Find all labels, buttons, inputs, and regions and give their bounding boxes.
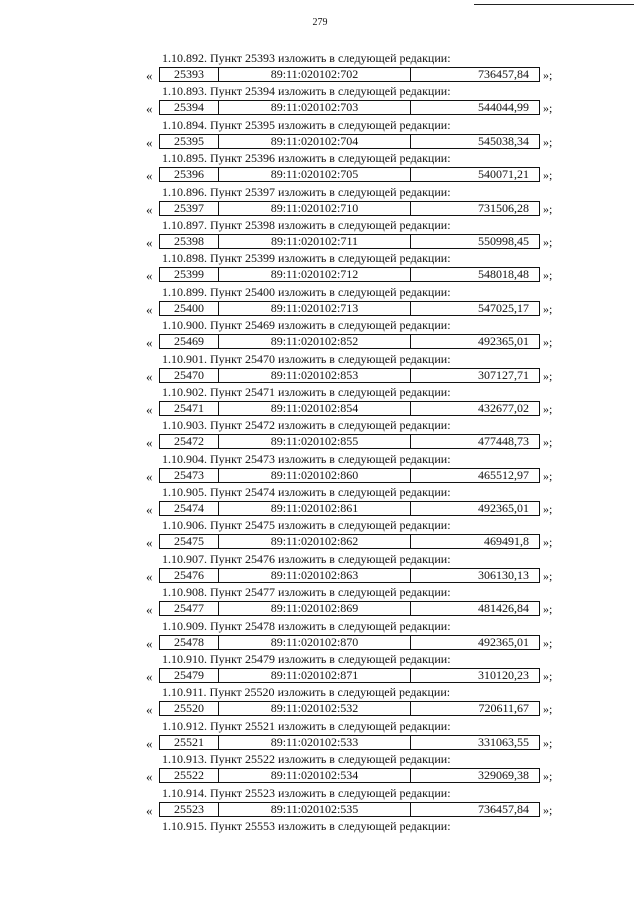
cadastral-number-cell: 89:11:020102:534 xyxy=(218,768,411,783)
value-cell: 720611,67 xyxy=(410,701,540,716)
value-cell: 306130,13 xyxy=(410,568,540,583)
amendment-heading xyxy=(162,719,451,733)
amendment-instruction: изложить в следующей редакции: xyxy=(278,585,451,600)
amendment-section: 1.10.910. Пункт 25479 xyxy=(162,652,276,667)
amendment-section: 1.10.909. Пункт 25478 xyxy=(162,618,276,633)
amendment-entry xyxy=(0,251,640,284)
cadastral-number-cell: 89:11:020102:703 xyxy=(218,100,411,115)
cadastral-number-cell: 89:11:020102:713 xyxy=(218,301,411,316)
quote-open: « xyxy=(146,669,153,685)
amendment-entry-final xyxy=(0,819,640,852)
quote-open: « xyxy=(146,368,153,384)
table-row xyxy=(0,468,640,485)
value-cell: 736457,84 xyxy=(410,67,540,82)
value-cell: 547025,17 xyxy=(410,301,540,316)
table-row xyxy=(0,768,640,785)
amendment-section: 1.10.906. Пункт 25475 xyxy=(162,518,276,533)
quote-close: »; xyxy=(543,468,553,483)
cadastral-number-cell: 89:11:020102:702 xyxy=(218,67,411,82)
cadastral-number-cell: 89:11:020102:533 xyxy=(218,735,411,750)
quote-close: »; xyxy=(543,134,553,149)
item-number-cell: 25398 xyxy=(159,234,219,249)
amendment-entry xyxy=(0,452,640,485)
quote-open: « xyxy=(146,301,153,317)
amendment-section: 1.10.895. Пункт 25396 xyxy=(162,151,276,166)
item-number-cell: 25469 xyxy=(159,334,219,349)
table-row xyxy=(0,301,640,318)
quote-open: « xyxy=(146,702,153,718)
quote-close: »; xyxy=(543,368,553,383)
item-number-cell: 25394 xyxy=(159,100,219,115)
amendment-entry xyxy=(0,285,640,318)
value-cell: 731506,28 xyxy=(410,201,540,216)
item-number-cell: 25400 xyxy=(159,301,219,316)
quote-close: »; xyxy=(543,568,553,583)
amendment-heading xyxy=(162,118,451,132)
amendment-instruction: изложить в следующей редакции: xyxy=(278,318,451,333)
item-number-cell: 25473 xyxy=(159,468,219,483)
amendment-instruction: изложить в следующей редакции: xyxy=(278,217,451,232)
cadastral-number-cell: 89:11:020102:861 xyxy=(218,501,411,516)
value-cell: 329069,38 xyxy=(410,768,540,783)
amendment-section: 1.10.901. Пункт 25470 xyxy=(162,351,276,366)
table-row xyxy=(0,334,640,351)
amendment-entry xyxy=(0,552,640,585)
item-number-cell: 25479 xyxy=(159,668,219,683)
amendment-heading-final: 1.10.915. Пункт 25553 изложить в следующей редакции: xyxy=(162,818,451,833)
value-cell: 469491,8 xyxy=(410,534,540,549)
quote-open: « xyxy=(146,535,153,551)
quote-close: »; xyxy=(543,669,553,684)
value-cell: 331063,55 xyxy=(410,735,540,750)
cadastral-number-cell: 89:11:020102:854 xyxy=(218,401,411,416)
page-number: 279 xyxy=(312,17,328,28)
amendment-section: 1.10.897. Пункт 25398 xyxy=(162,217,276,232)
quote-close: »; xyxy=(543,735,553,750)
quote-close: »; xyxy=(543,268,553,283)
item-number-cell: 25471 xyxy=(159,401,219,416)
item-number-cell: 25522 xyxy=(159,768,219,783)
value-cell: 477448,73 xyxy=(410,434,540,449)
quote-close: »; xyxy=(543,502,553,517)
amendment-instruction: изложить в следующей редакции: xyxy=(278,151,451,166)
amendment-heading xyxy=(162,752,451,766)
item-number-cell: 25475 xyxy=(159,534,219,549)
item-number-cell: 25523 xyxy=(159,802,219,817)
amendment-entry xyxy=(0,151,640,184)
quote-open: « xyxy=(146,769,153,785)
cadastral-number-cell: 89:11:020102:862 xyxy=(218,534,411,549)
item-number-cell: 25399 xyxy=(159,267,219,282)
quote-open: « xyxy=(146,735,153,751)
quote-open: « xyxy=(146,168,153,184)
amendment-instruction: изложить в следующей редакции: xyxy=(278,785,451,800)
amendment-heading xyxy=(162,418,451,432)
amendment-entry xyxy=(0,485,640,518)
amendment-entry xyxy=(0,352,640,385)
amendment-instruction: изложить в следующей редакции: xyxy=(277,685,451,700)
amendment-instruction: изложить в следующей редакции: xyxy=(278,618,451,633)
quote-open: « xyxy=(146,101,153,117)
table-row xyxy=(0,434,640,451)
cadastral-number-cell: 89:11:020102:871 xyxy=(218,668,411,683)
cadastral-number-cell: 89:11:020102:704 xyxy=(218,134,411,149)
value-cell: 492365,01 xyxy=(410,635,540,650)
quote-close: »; xyxy=(543,702,553,717)
item-number-cell: 25470 xyxy=(159,368,219,383)
amendment-entry xyxy=(0,585,640,618)
item-number-cell: 25520 xyxy=(159,701,219,716)
amendment-instruction: изложить в следующей редакции: xyxy=(278,51,451,65)
quote-close: »; xyxy=(543,635,553,650)
cadastral-number-cell: 89:11:020102:853 xyxy=(218,368,411,383)
amendment-section: 1.10.911. Пункт 25520 xyxy=(162,685,275,700)
amendment-instruction: изложить в следующей редакции: xyxy=(278,384,451,399)
amendment-section: 1.10.913. Пункт 25522 xyxy=(162,752,276,767)
item-number-cell: 25474 xyxy=(159,501,219,516)
amendment-instruction: изложить в следующей редакции: xyxy=(278,752,451,767)
value-cell: 544044,99 xyxy=(410,100,540,115)
amendment-instruction: изложить в следующей редакции: xyxy=(278,485,451,500)
amendment-entry xyxy=(0,218,640,251)
item-number-cell: 25396 xyxy=(159,167,219,182)
amendment-entry xyxy=(0,786,640,819)
quote-close: »; xyxy=(543,535,553,550)
cadastral-number-cell: 89:11:020102:711 xyxy=(218,234,411,249)
amendment-section: 1.10.900. Пункт 25469 xyxy=(162,318,276,333)
item-number-cell: 25478 xyxy=(159,635,219,650)
amendment-heading xyxy=(162,385,451,399)
quote-open: « xyxy=(146,568,153,584)
amendment-heading xyxy=(162,285,451,299)
amendment-entry xyxy=(0,652,640,685)
table-row xyxy=(0,635,640,652)
table-row xyxy=(0,201,640,218)
table-row xyxy=(0,67,640,84)
amendment-entry xyxy=(0,752,640,785)
amendment-section: 1.10.898. Пункт 25399 xyxy=(162,251,276,266)
quote-open: « xyxy=(146,134,153,150)
quote-open: « xyxy=(146,335,153,351)
amendment-entry xyxy=(0,685,640,718)
value-cell: 310120,23 xyxy=(410,668,540,683)
amendment-instruction: изложить в следующей редакции: xyxy=(278,117,451,132)
quote-close: »; xyxy=(543,301,553,316)
amendment-heading xyxy=(162,352,451,366)
table-row xyxy=(0,802,640,819)
cadastral-number-cell: 89:11:020102:860 xyxy=(218,468,411,483)
quote-close: »; xyxy=(543,101,553,116)
value-cell: 481426,84 xyxy=(410,601,540,616)
amendment-section: 1.10.896. Пункт 25397 xyxy=(162,184,276,199)
item-number-cell: 25477 xyxy=(159,601,219,616)
amendment-heading xyxy=(162,218,451,232)
amendment-instruction: изложить в следующей редакции: xyxy=(278,184,451,199)
table-row xyxy=(0,401,640,418)
item-number-cell: 25476 xyxy=(159,568,219,583)
quote-open: « xyxy=(146,502,153,518)
value-cell: 540071,21 xyxy=(410,167,540,182)
amendment-heading xyxy=(162,518,451,532)
document-body xyxy=(0,51,640,852)
table-row xyxy=(0,534,640,551)
amendment-entry xyxy=(0,619,640,652)
amendment-heading xyxy=(162,652,451,666)
cadastral-number-cell: 89:11:020102:855 xyxy=(218,434,411,449)
amendment-instruction: изложить в следующей редакции: xyxy=(278,84,451,99)
quote-close: »; xyxy=(543,234,553,249)
quote-close: »; xyxy=(543,769,553,784)
value-cell: 550998,45 xyxy=(410,234,540,249)
quote-close: »; xyxy=(543,168,553,183)
amendment-heading xyxy=(162,619,451,633)
table-row xyxy=(0,568,640,585)
quote-open: « xyxy=(146,802,153,818)
amendment-heading xyxy=(162,685,450,699)
quote-open: « xyxy=(146,468,153,484)
amendment-entry xyxy=(0,118,640,151)
table-row xyxy=(0,601,640,618)
amendment-heading xyxy=(162,485,451,499)
value-cell: 492365,01 xyxy=(410,501,540,516)
top-rule xyxy=(474,4,634,5)
amendment-section: 1.10.905. Пункт 25474 xyxy=(162,485,276,500)
amendment-heading xyxy=(162,452,451,466)
amendment-heading xyxy=(162,585,451,599)
amendment-entry xyxy=(0,84,640,117)
value-cell: 548018,48 xyxy=(410,267,540,282)
quote-close: »; xyxy=(543,335,553,350)
quote-open: « xyxy=(146,602,153,618)
item-number-cell: 25395 xyxy=(159,134,219,149)
amendment-section: 1.10.907. Пункт 25476 xyxy=(162,551,276,566)
amendment-section: 1.10.892. Пункт 25393 xyxy=(162,51,276,65)
value-cell: 465512,97 xyxy=(410,468,540,483)
table-row xyxy=(0,234,640,251)
quote-open: « xyxy=(146,635,153,651)
cadastral-number-cell: 89:11:020102:712 xyxy=(218,267,411,282)
table-row xyxy=(0,368,640,385)
amendment-heading xyxy=(162,786,451,800)
item-number-cell: 25393 xyxy=(159,67,219,82)
table-row xyxy=(0,701,640,718)
cadastral-number-cell: 89:11:020102:852 xyxy=(218,334,411,349)
amendment-entry xyxy=(0,318,640,351)
quote-close: »; xyxy=(543,435,553,450)
amendment-section: 1.10.914. Пункт 25523 xyxy=(162,785,276,800)
quote-close: »; xyxy=(543,68,553,82)
cadastral-number-cell: 89:11:020102:535 xyxy=(218,802,411,817)
amendment-heading xyxy=(162,185,451,199)
amendment-instruction: изложить в следующей редакции: xyxy=(278,251,451,266)
value-cell: 545038,34 xyxy=(410,134,540,149)
table-row xyxy=(0,100,640,117)
amendment-section: 1.10.908. Пункт 25477 xyxy=(162,585,276,600)
quote-close: »; xyxy=(543,401,553,416)
table-row xyxy=(0,668,640,685)
amendment-entry xyxy=(0,185,640,218)
quote-close: »; xyxy=(543,602,553,617)
amendment-heading xyxy=(162,51,451,65)
value-cell: 492365,01 xyxy=(410,334,540,349)
quote-open: « xyxy=(146,435,153,451)
amendment-instruction: изложить в следующей редакции: xyxy=(278,518,451,533)
item-number-cell: 25521 xyxy=(159,735,219,750)
amendment-entry xyxy=(0,418,640,451)
amendment-heading xyxy=(162,84,451,98)
amendment-instruction: изложить в следующей редакции: xyxy=(278,351,451,366)
cadastral-number-cell: 89:11:020102:863 xyxy=(218,568,411,583)
amendment-heading xyxy=(162,318,451,332)
item-number-cell: 25472 xyxy=(159,434,219,449)
amendment-heading xyxy=(162,151,451,165)
cadastral-number-cell: 89:11:020102:869 xyxy=(218,601,411,616)
amendment-instruction: изложить в следующей редакции: xyxy=(278,418,451,433)
value-cell: 432677,02 xyxy=(410,401,540,416)
amendment-section: 1.10.902. Пункт 25471 xyxy=(162,384,276,399)
item-number-cell: 25397 xyxy=(159,201,219,216)
cadastral-number-cell: 89:11:020102:705 xyxy=(218,167,411,182)
quote-open: « xyxy=(146,68,153,83)
amendment-section: 1.10.894. Пункт 25395 xyxy=(162,117,276,132)
amendment-instruction: изложить в следующей редакции: xyxy=(278,652,451,667)
table-row xyxy=(0,134,640,151)
table-row xyxy=(0,167,640,184)
value-cell: 736457,84 xyxy=(410,802,540,817)
amendment-instruction: изложить в следующей редакции: xyxy=(278,451,451,466)
amendment-section: 1.10.893. Пункт 25394 xyxy=(162,84,276,99)
cadastral-number-cell: 89:11:020102:710 xyxy=(218,201,411,216)
amendment-instruction: изложить в следующей редакции: xyxy=(278,718,451,733)
cadastral-number-cell: 89:11:020102:532 xyxy=(218,701,411,716)
amendment-section: 1.10.912. Пункт 25521 xyxy=(162,718,276,733)
quote-open: « xyxy=(146,234,153,250)
quote-open: « xyxy=(146,401,153,417)
amendment-instruction: изложить в следующей редакции: xyxy=(278,551,451,566)
quote-close: »; xyxy=(543,802,553,817)
amendment-entry xyxy=(0,385,640,418)
quote-open: « xyxy=(146,268,153,284)
amendment-heading xyxy=(162,251,451,265)
amendment-section: 1.10.904. Пункт 25473 xyxy=(162,451,276,466)
cadastral-number-cell: 89:11:020102:870 xyxy=(218,635,411,650)
amendment-instruction: изложить в следующей редакции: xyxy=(278,284,451,299)
amendment-section: 1.10.899. Пункт 25400 xyxy=(162,284,276,299)
quote-open: « xyxy=(146,201,153,217)
amendment-entry xyxy=(0,51,640,84)
amendment-entry xyxy=(0,518,640,551)
table-row xyxy=(0,267,640,284)
value-cell: 307127,71 xyxy=(410,368,540,383)
amendment-section: 1.10.903. Пункт 25472 xyxy=(162,418,276,433)
table-row xyxy=(0,501,640,518)
amendment-heading xyxy=(162,552,451,566)
table-row xyxy=(0,735,640,752)
quote-close: »; xyxy=(543,201,553,216)
amendment-entry xyxy=(0,719,640,752)
